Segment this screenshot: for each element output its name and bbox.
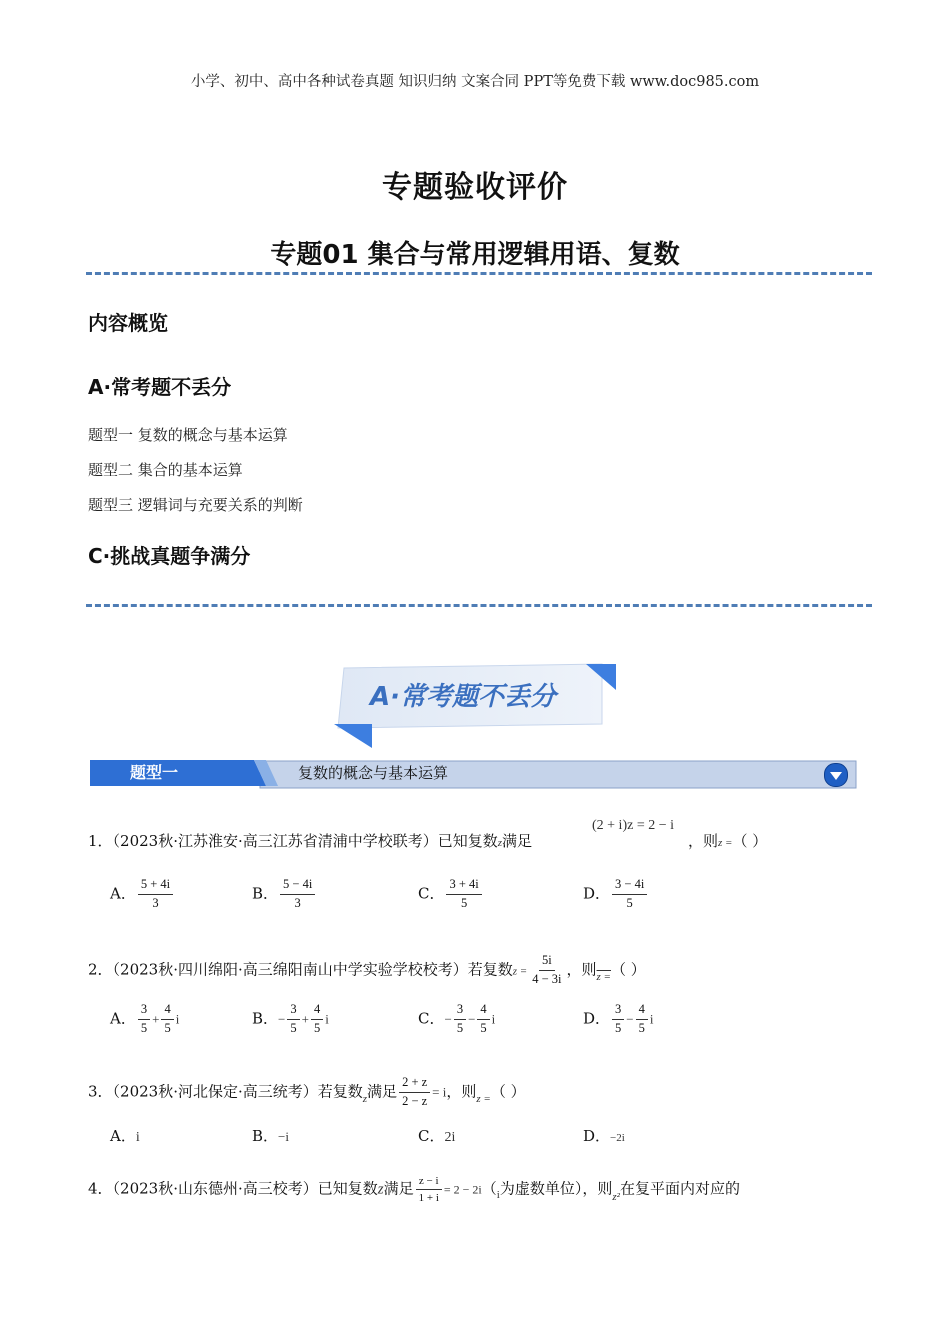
answer-paren: （ ） (732, 832, 768, 850)
option-op: + (152, 1011, 160, 1027)
option-frac-2 (311, 1003, 323, 1036)
question-text: 满足 (367, 1082, 398, 1101)
option-fraction (280, 878, 315, 911)
option-1d[interactable] (583, 878, 649, 911)
toc-item-3[interactable]: 题型三 逻辑词与充要关系的判断 (88, 496, 303, 514)
question-text: （ (481, 1179, 497, 1198)
question-2 (88, 954, 646, 987)
question-1-tail (688, 830, 767, 851)
condition-right: = 2 − 2i (443, 1182, 482, 1197)
option-frac-2 (636, 1003, 648, 1036)
question-text: 为虚数单位），则 (499, 1179, 613, 1198)
option-2d[interactable] (583, 1003, 654, 1036)
question-1 (88, 830, 532, 851)
frac-den: 5 (164, 1020, 171, 1035)
frac-den: 3 (152, 895, 159, 910)
frac-den: 5 (626, 895, 633, 910)
option-fraction (138, 878, 173, 911)
page-title: 专题验收评价 (382, 170, 568, 205)
frac-den: 5 (140, 1020, 148, 1035)
banner-label: A·常考题不丢分 (370, 682, 556, 712)
frac-den: 5 (313, 1020, 321, 1035)
option-1c[interactable] (418, 878, 484, 911)
frac-den: 2 − z (402, 1093, 428, 1108)
option-op: − (626, 1011, 634, 1027)
option-unit: i (491, 1011, 496, 1027)
frac-den: 1 + i (418, 1192, 439, 1205)
option-frac-2 (161, 1003, 173, 1036)
condition-fraction (416, 1175, 442, 1204)
frac-den: 3 (294, 895, 301, 910)
question-source: （2023秋·河北保定·高三统考）若复数 (112, 1082, 363, 1101)
option-value: i (135, 1130, 140, 1145)
math-var-2: z² (612, 1190, 620, 1203)
question-source: （2023秋·山东德州·高三校考）已知复数 (112, 1179, 378, 1198)
option-frac-1 (454, 1003, 466, 1036)
option-1a[interactable] (110, 878, 175, 911)
question-text: ，则 (446, 1082, 477, 1101)
question-number: 4． (88, 1179, 113, 1198)
frac-num: 5i (539, 954, 555, 971)
option-label: B． (252, 1127, 279, 1145)
option-label: C． (418, 1009, 445, 1028)
option-label: B． (252, 884, 279, 903)
type-bar-graphic (88, 758, 858, 790)
math-ask: z = (476, 1093, 491, 1106)
option-frac-1 (287, 1003, 299, 1036)
frac-num: 4 (161, 1003, 173, 1020)
frac-num: 3 (287, 1003, 299, 1020)
question-source: （2023秋·江苏淮安·高三江苏省清浦中学校联考）已知复数 (112, 832, 498, 850)
question-source: （2023秋·四川绵阳·高三绵阳南山中学实验学校校考）若复数 (112, 960, 513, 979)
math-var: z (362, 1093, 368, 1106)
divider-bottom (86, 604, 872, 607)
option-frac-2 (477, 1003, 489, 1036)
option-value: −i (278, 1129, 289, 1144)
answer-paren: （ ） (490, 1082, 526, 1101)
option-op: + (301, 1011, 309, 1027)
option-fraction (446, 878, 481, 911)
math-var: z (497, 837, 503, 849)
frac-den: 5 (480, 1020, 487, 1035)
frac-num: 4 (636, 1003, 648, 1020)
option-2b[interactable] (252, 1003, 329, 1036)
frac-den: 5 (615, 1020, 622, 1035)
option-label: C． (418, 1127, 445, 1145)
frac-num: 3 − 4i (612, 878, 647, 895)
frac-den: 5 (638, 1020, 645, 1035)
question-type-bar (88, 758, 858, 790)
section-c-heading: C·挑战真题争满分 (88, 544, 251, 568)
math-var: z (377, 1181, 384, 1198)
question-number: 2． (88, 960, 113, 979)
option-label: A． (110, 1009, 136, 1028)
option-unit: i (175, 1011, 180, 1027)
chevron-down-icon (825, 764, 847, 786)
frac-den: 5 (290, 1020, 297, 1035)
option-fraction (612, 878, 647, 911)
section-a-banner (330, 662, 620, 752)
option-sign: − (444, 1011, 452, 1027)
option-label: C． (418, 884, 445, 903)
frac-num: 3 (612, 1003, 624, 1020)
option-label: D． (583, 884, 611, 903)
toc-item-1[interactable]: 题型一 复数的概念与基本运算 (88, 426, 288, 444)
condition-right: = i (432, 1084, 447, 1100)
frac-num: 3 + 4i (446, 878, 481, 895)
question-text: 满足 (383, 1179, 414, 1198)
question-4 (88, 1175, 740, 1204)
frac-num: 4 (477, 1003, 489, 1020)
imag-unit: i (496, 1188, 500, 1201)
option-label: D． (583, 1127, 611, 1145)
question-condition: (2 + i)z = 2 − i (592, 818, 675, 833)
option-3a[interactable] (110, 1125, 140, 1146)
option-frac-1 (138, 1003, 150, 1036)
math-ask: z = (596, 971, 611, 984)
frac-num: 3 (138, 1003, 150, 1020)
option-2c[interactable] (418, 1003, 495, 1036)
option-op: − (468, 1011, 476, 1027)
frac-num: z − i (416, 1175, 442, 1190)
question-number: 3． (88, 1082, 113, 1101)
overview-heading: 内容概览 (88, 311, 168, 335)
option-unit: i (649, 1011, 654, 1027)
option-unit: i (325, 1011, 329, 1027)
option-label: B． (252, 1009, 279, 1028)
frac-num: 3 (454, 1003, 466, 1020)
collapse-toggle-icon[interactable] (824, 763, 848, 787)
question-number: 1． (88, 832, 113, 850)
toc-item-2[interactable]: 题型二 集合的基本运算 (88, 461, 243, 479)
frac-num: 5 + 4i (138, 878, 173, 895)
option-value: 2i (444, 1130, 456, 1145)
option-1b[interactable] (252, 878, 317, 911)
answer-paren: （ ） (611, 960, 646, 979)
math-cond-left: z = (512, 965, 528, 978)
frac-den: 4 − 3i (532, 971, 562, 986)
page-header: 小学、初中、高中各种试卷真题 知识归纳 文案合同 PPT等免费下载 www.doc985.com (190, 74, 760, 90)
question-text: ，则 (688, 832, 719, 850)
type-tag: 题型一 (130, 763, 179, 782)
frac-num: 4 (311, 1003, 323, 1020)
frac-num: 2 + z (399, 1076, 430, 1093)
frac-den: 5 (456, 1020, 464, 1035)
option-3c[interactable] (418, 1125, 455, 1146)
frac-den: 5 (461, 895, 468, 910)
option-3d[interactable] (583, 1125, 625, 1146)
section-a-heading: A·常考题不丢分 (88, 375, 232, 399)
question-text: 在复平面内对应的 (619, 1179, 740, 1198)
question-text: ，则 (566, 960, 597, 979)
math-ask: z = (718, 837, 733, 849)
question-text: 满足 (502, 832, 533, 850)
type-title: 复数的概念与基本运算 (298, 764, 449, 782)
option-3b[interactable] (252, 1125, 289, 1146)
condition-fraction (529, 954, 564, 987)
option-label: A． (110, 1127, 136, 1145)
option-label: D． (583, 1009, 611, 1028)
frac-num: 5 − 4i (280, 878, 315, 895)
divider-top (86, 272, 872, 275)
option-label: A． (110, 884, 136, 903)
option-frac-1 (612, 1003, 624, 1036)
option-value: −2i (610, 1132, 625, 1144)
option-sign: − (278, 1011, 286, 1027)
question-3 (88, 1076, 526, 1109)
condition-fraction (399, 1076, 430, 1109)
option-2a[interactable] (110, 1003, 179, 1036)
page-subtitle: 专题01 集合与常用逻辑用语、复数 (270, 240, 680, 270)
